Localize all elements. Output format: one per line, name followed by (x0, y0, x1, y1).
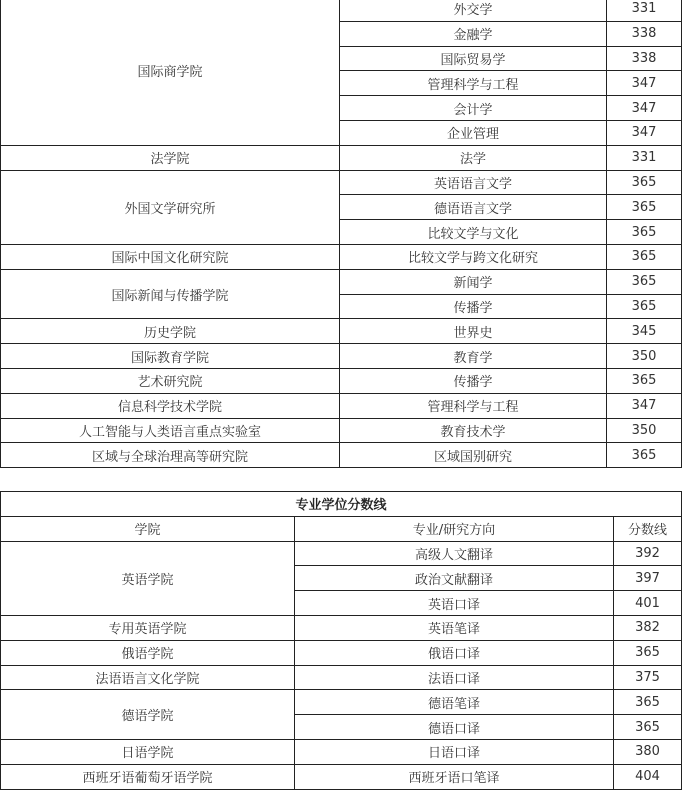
major-cell: 法语口译 (295, 665, 614, 690)
major-cell: 管理科学与工程 (340, 393, 607, 418)
header-college: 学院 (1, 516, 295, 541)
score-cell: 365 (607, 269, 682, 294)
major-cell: 教育学 (340, 344, 607, 369)
major-cell: 西班牙语口笔译 (295, 764, 614, 789)
college-cell: 法学院 (1, 145, 340, 170)
major-cell: 会计学 (340, 96, 607, 121)
table-row (1, 244, 682, 269)
table-row (1, 344, 682, 369)
table-row (1, 368, 682, 393)
score-cell: 365 (607, 220, 682, 245)
college-cell: 俄语学院 (1, 640, 295, 665)
table-row (1, 665, 682, 690)
college-cell: 国际教育学院 (1, 344, 340, 369)
college-cell: 日语学院 (1, 739, 295, 764)
score-cell: 331 (607, 145, 682, 170)
major-cell: 企业管理 (340, 120, 607, 145)
score-cell: 350 (607, 418, 682, 443)
college-cell: 国际商学院 (1, 0, 340, 145)
major-cell: 英语笔译 (295, 615, 614, 640)
table-row (1, 443, 682, 468)
college-cell: 人工智能与人类语言重点实验室 (1, 418, 340, 443)
score-cell: 382 (614, 615, 682, 640)
major-cell: 金融学 (340, 21, 607, 46)
table-row (1, 615, 682, 640)
score-cell: 347 (607, 120, 682, 145)
major-cell: 新闻学 (340, 269, 607, 294)
major-cell: 德语语言文学 (340, 195, 607, 220)
college-cell: 信息科学技术学院 (1, 393, 340, 418)
major-cell: 高级人文翻译 (295, 541, 614, 566)
major-cell: 法学 (340, 145, 607, 170)
table-row (1, 640, 682, 665)
score-cell: 365 (607, 368, 682, 393)
major-cell: 管理科学与工程 (340, 71, 607, 96)
college-cell: 专用英语学院 (1, 615, 295, 640)
score-cell: 365 (607, 294, 682, 319)
major-cell: 外交学 (340, 0, 607, 21)
major-cell: 德语笔译 (295, 690, 614, 715)
score-cell: 365 (607, 244, 682, 269)
table-row (1, 0, 682, 21)
score-cell: 365 (607, 170, 682, 195)
score-cell: 365 (607, 195, 682, 220)
college-cell: 区域与全球治理高等研究院 (1, 443, 340, 468)
table-title-row (1, 492, 682, 517)
score-cell: 380 (614, 739, 682, 764)
header-score: 分数线 (614, 516, 682, 541)
score-cell: 365 (614, 640, 682, 665)
score-cell: 347 (607, 71, 682, 96)
major-cell: 传播学 (340, 368, 607, 393)
score-cell: 338 (607, 46, 682, 71)
score-cell: 375 (614, 665, 682, 690)
table-row (1, 170, 682, 195)
score-cell: 365 (614, 690, 682, 715)
major-cell: 英语口译 (295, 591, 614, 616)
score-cell: 365 (607, 443, 682, 468)
score-cell: 347 (607, 96, 682, 121)
major-cell: 比较文学与跨文化研究 (340, 244, 607, 269)
college-cell: 国际新闻与传播学院 (1, 269, 340, 319)
major-cell: 教育技术学 (340, 418, 607, 443)
score-cell: 401 (614, 591, 682, 616)
table-row (1, 418, 682, 443)
major-cell: 日语口译 (295, 739, 614, 764)
score-cell: 345 (607, 319, 682, 344)
table-row (1, 269, 682, 294)
college-cell: 法语语言文化学院 (1, 665, 295, 690)
score-cell: 365 (614, 715, 682, 740)
major-cell: 比较文学与文化 (340, 220, 607, 245)
major-cell: 俄语口译 (295, 640, 614, 665)
score-cell: 350 (607, 344, 682, 369)
major-cell: 世界史 (340, 319, 607, 344)
score-cell: 347 (607, 393, 682, 418)
professional-degree-table (0, 491, 682, 790)
college-cell: 艺术研究院 (1, 368, 340, 393)
major-cell: 国际贸易学 (340, 46, 607, 71)
major-cell: 政治文献翻译 (295, 566, 614, 591)
table-row (1, 739, 682, 764)
score-cell: 331 (607, 0, 682, 21)
score-cell: 392 (614, 541, 682, 566)
college-cell: 西班牙语葡萄牙语学院 (1, 764, 295, 789)
college-cell: 国际中国文化研究院 (1, 244, 340, 269)
score-cell: 338 (607, 21, 682, 46)
score-cell: 404 (614, 764, 682, 789)
table-row (1, 319, 682, 344)
major-cell: 德语口译 (295, 715, 614, 740)
college-cell: 历史学院 (1, 319, 340, 344)
table-title: 专业学位分数线 (1, 492, 682, 517)
table-row (1, 541, 682, 566)
major-cell: 区域国别研究 (340, 443, 607, 468)
college-cell: 外国文学研究所 (1, 170, 340, 244)
score-cell: 397 (614, 566, 682, 591)
college-cell: 英语学院 (1, 541, 295, 615)
table-row (1, 764, 682, 789)
header-major: 专业/研究方向 (295, 516, 614, 541)
table-row (1, 393, 682, 418)
table-row (1, 690, 682, 715)
table-row (1, 145, 682, 170)
major-cell: 英语语言文学 (340, 170, 607, 195)
table-header-row (1, 516, 682, 541)
college-cell: 德语学院 (1, 690, 295, 740)
major-cell: 传播学 (340, 294, 607, 319)
